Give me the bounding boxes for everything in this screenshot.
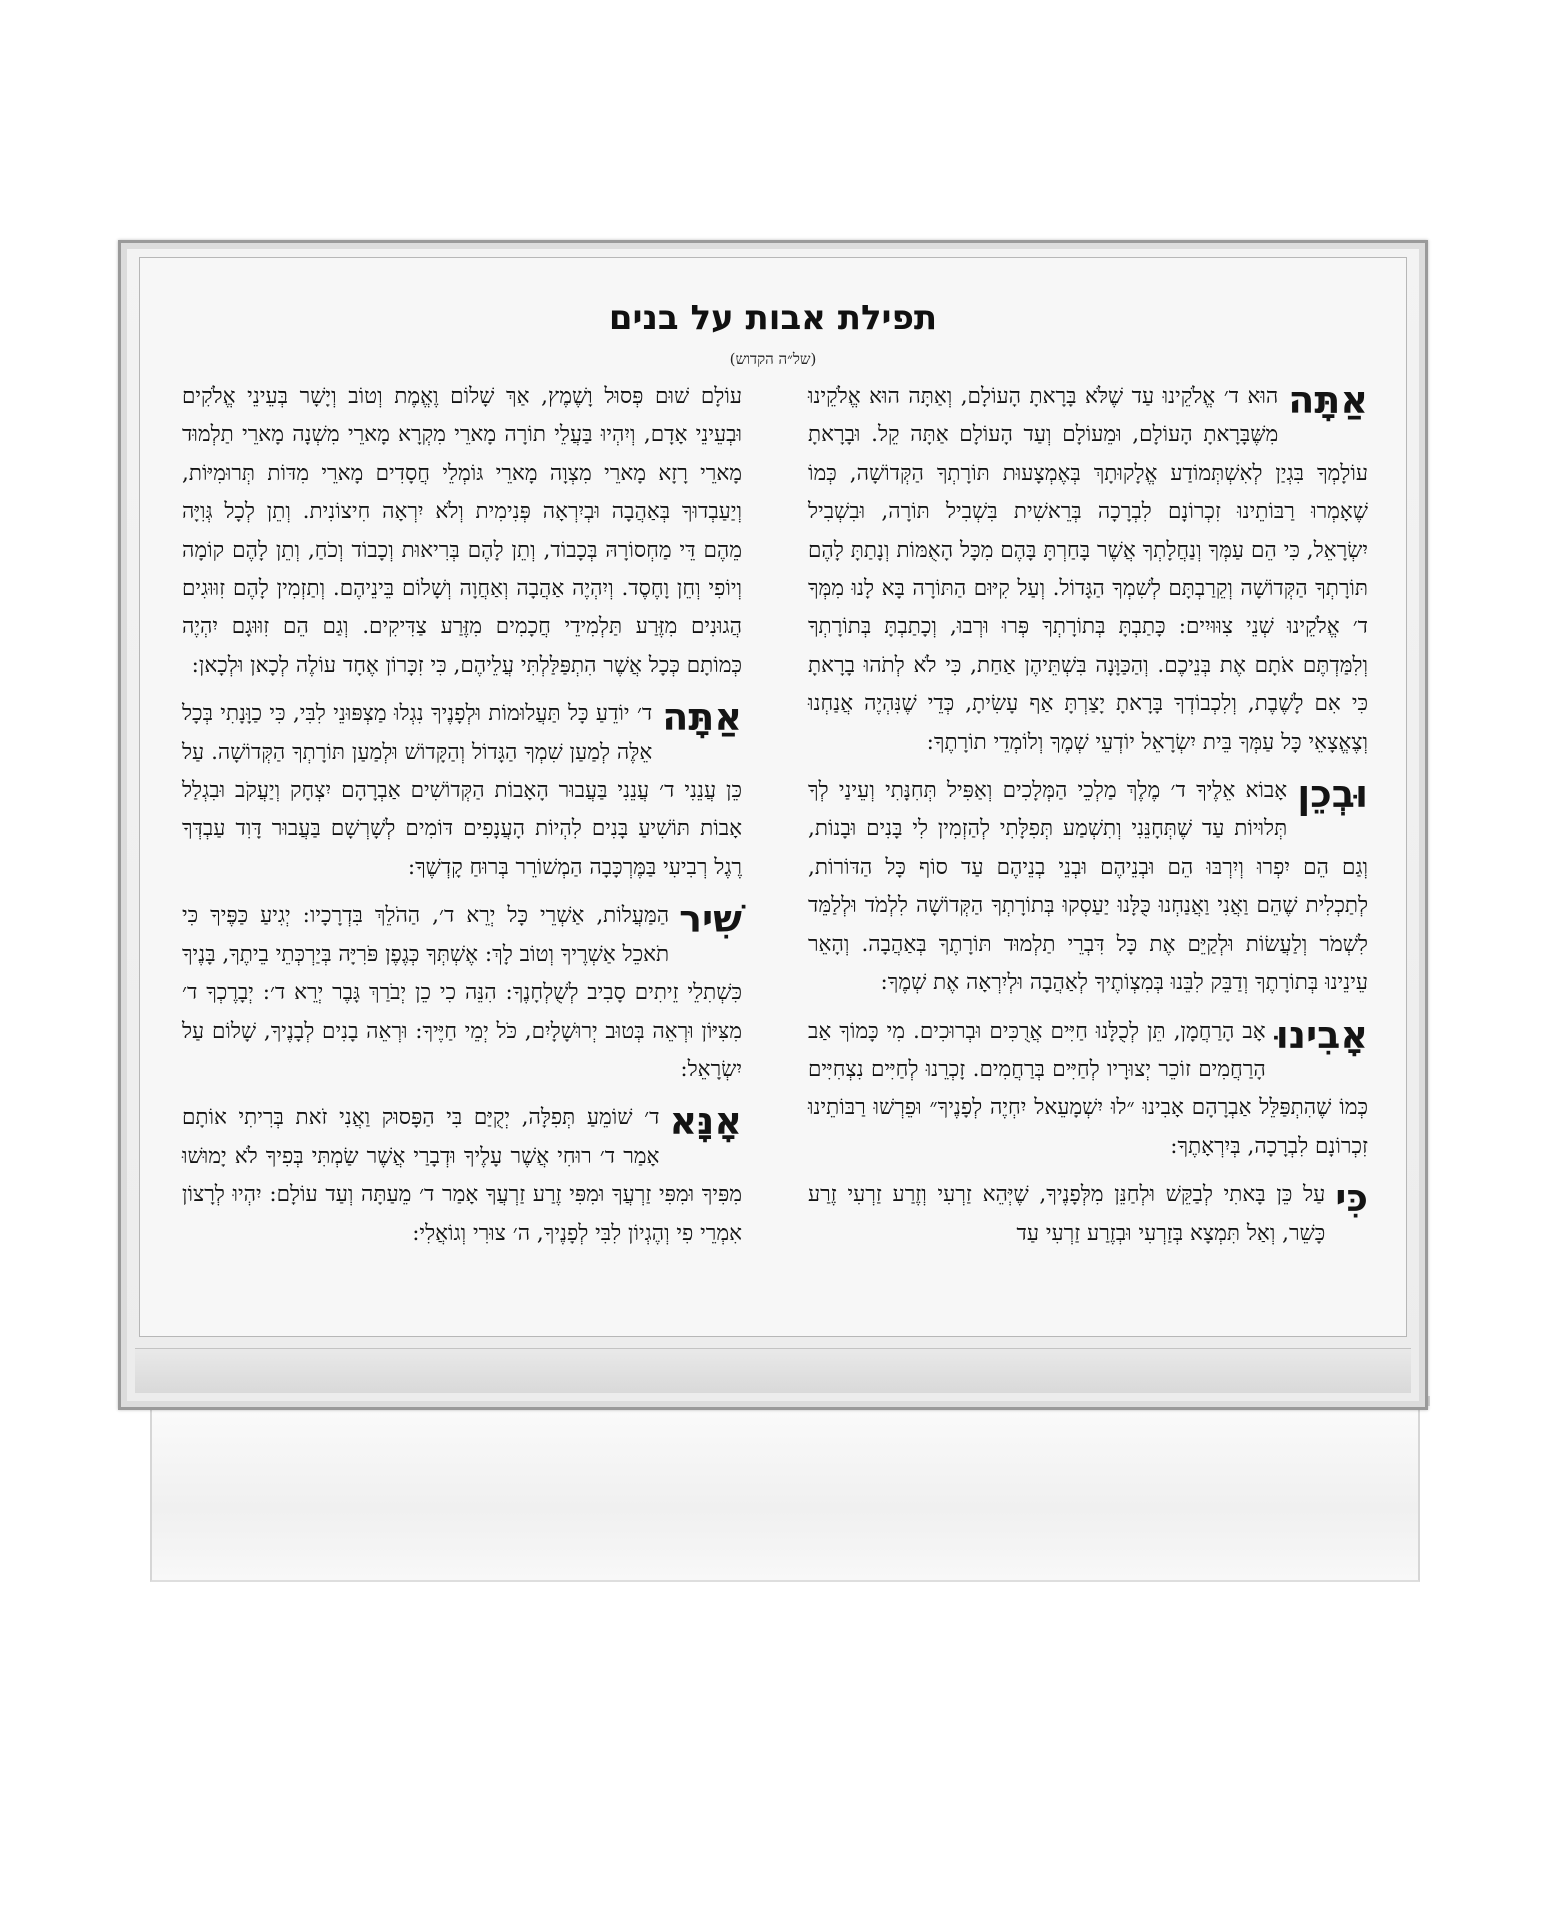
paragraph-text: הַמַּעֲלוֹת, אַשְׁרֵי כָּל יְרֵא ד׳, הַהֹלֵךְ בִּדְרָכָיו: יְגִיעַ כַּפֶּיךָ כִּי תֹאכֵל אַשְׁרֶיךָ וְטוֹב לָךְ: אֶשְׁתְּךָ כְּגֶפֶן פֹּרִיָּה בְּיַרְכְּתֵי בֵיתֶךָ, בָּנֶיךָ כִּשְׁתִלֵי זֵיתִים סָבִיב לְשֻׁלְחָנֶךָ: הִנֵּה כִי כֵן יְבֹרַךְ גָּבֶר יְרֵא ד׳: יְבָרֶכְךָ ד׳ מִצִּיּוֹן וּרְאֵה בְּטוּב יְרוּשָׁלָיִם, כֹּל יְמֵי חַיֶּיךָ: וּרְאֵה בָנִים לְבָנֶיךָ, שָׁלוֹם עַל יִשְׂרָאֵל: — [182, 903, 742, 1082]
paragraph-lead-word: כִּי — [1335, 1176, 1368, 1221]
paragraph-text: ד׳ שׁוֹמֵעַ תְּפִלָּה, יְקֻיַּם בִּי הַפָּסוּק וַאֲנִי זֹאת בְּרִיתִי אוֹתָם אָמַר ד׳ רוּחִי אֲשֶׁר עָלֶיךָ וּדְבָרַי אֲשֶׁר שַׂמְתִּי בְּפִיךָ לֹא יָמוּשׁוּ מִפִּיךָ וּמִפִּי זַרְעֲךָ וּמִפִּי זֶרַע זַרְעֲךָ אָמַר ד׳ מֵעַתָּה וְעַד עוֹלָם: יִהְיוּ לְרָצוֹן אִמְרֵי פִי וְהֶגְיוֹן לִבִּי לְפָנֶיךָ, ה׳ צוּרִי וְגוֹאֲלִי: — [182, 1105, 742, 1246]
paragraph-lead-word: אַתָּה — [662, 695, 742, 740]
left-column — [182, 378, 742, 1263]
prayer-title: תפילת אבות על בנים — [608, 298, 938, 338]
paragraph — [808, 772, 1368, 1002]
paragraph-text: אָב הָרַחֲמָן, תֵּן לְכֻלָּנוּ חַיִּים אֲרֻכִּים וּבְרוּכִים. מִי כָּמוֹךָ אַב הָרַחֲמִים זוֹכֵר יְצוּרָיו לְחַיִּים בְּרַחֲמִים. זָכְרֵנוּ לְחַיִּים נִצְחִיִּים כְּמוֹ שֶׁהִתְפַּלֵּל אַבְרָהָם אָבִינוּ ״לוּ יִשְׁמָעֵאל יִחְיֶה לְפָנֶיךָ״ וּפֵרְשׁוּ רַבּוֹתֵינוּ זִכְרוֹנָם לִבְרָכָה, בְּיִרְאָתֶךָ: — [808, 1018, 1368, 1159]
acrylic-stand-base — [150, 1402, 1420, 1582]
right-column — [808, 378, 1368, 1263]
paragraph-lead-word: וּבְכֵן — [1297, 772, 1368, 817]
paragraph — [808, 1013, 1368, 1167]
paragraph-text: עוֹלָם שׁוּם פְּסוּל וָשֶׁמֶץ, אַךְ שָׁלוֹם וֶאֱמֶת וְטוֹב וְיָשָׁר בְּעֵינֵי אֱלֹקִים וּבְעֵינֵי אָדָם, וְיִהְיוּ בַּעֲלֵי תוֹרָה מָארֵי מִקְרָא מָארֵי מִשְׁנָה מָארֵי תַלְמוּד מָארֵי רָזָא מָארֵי מִצְוָה מָארֵי גּוֹמְלֵי חֲסָדִים מָארֵי מִדּוֹת תְּרוּמִיּוֹת, וְיַעַבְדוּךָ בְּאַהֲבָה וּבְיִרְאָה פְּנִימִית וְלֹא יִרְאָה חִיצוֹנִית. וְתֵן לְכָל גְּוִיָּה מֵהֶם דֵּי מַחְסוֹרָהּ בְּכָבוֹד, וְתֵן לָהֶם בְּרִיאוּת וְכָבוֹד וְכֹחַ, וְתֵן לָהֶם קוֹמָה וְיוֹפִי וְחֵן וָחֶסֶד. וְיִהְיֶה אַהֲבָה וְאַחֲוָה וְשָׁלוֹם בֵּינֵיהֶם. וְתַזְמִין לָהֶם זִוּוּגִים הֲגוּנִים מִזֶּרַע תַּלְמִידֵי חֲכָמִים מִזֶּרַע צַדִּיקִים. וְגַם הֵם זִוּוּגָם יִהְיֶה כְּמוֹתָם כְּכָל אֲשֶׁר הִתְפַּלַּלְתִּי עֲלֵיהֶם, כִּי זִכָּרוֹן אֶחָד עוֹלֶה לְכָאן וּלְכָאן: — [182, 384, 742, 678]
paragraph-lead-word: אָנָּא — [669, 1099, 742, 1144]
paragraph — [808, 1176, 1368, 1253]
paragraph-lead-word: אָבִינוּ — [1275, 1012, 1368, 1057]
paragraph-lead-word: אַתָּה — [1288, 378, 1368, 422]
paragraph — [182, 1099, 742, 1253]
prayer-sheet — [139, 257, 1407, 1337]
acrylic-frame — [118, 240, 1428, 1410]
paragraph — [182, 897, 742, 1089]
prayer-subtitle: (של״ה הקדוש) — [729, 350, 817, 368]
paragraph — [182, 695, 742, 887]
paragraph-text: ד׳ יוֹדֵעַ כָּל תַּעֲלוּמוֹת וּלְפָנֶיךָ נִגְלוּ מַצְפּוּנֵי לִבִּי, כִּי כַוָּנָתִי בְּכָל אֵלֶּה לְמַעַן שִׁמְךָ הַגָּדוֹל וְהַקָּדוֹשׁ וּלְמַעַן תּוֹרָתְךָ הַקְּדוֹשָׁה. עַל כֵּן עֲנֵנִי ד׳ עֲנֵנִי בַּעֲבוּר הָאָבוֹת הַקְּדוֹשִׁים אַבְרָהָם יִצְחָק וְיַעֲקֹב וּבִגְלַל אָבוֹת תּוֹשִׁיעַ בָּנִים לִהְיוֹת הָעֲנָפִים דּוֹמִים לְשָׁרְשָׁם בַּעֲבוּר דָּוִד עַבְדְּךָ רֶגֶל רְבִיעִי בַּמֶּרְכָּבָה הַמְשׁוֹרֵר בְּרוּחַ קָדְשֶׁךָ: — [182, 701, 742, 880]
paragraph-text: עַל כֵּן בָּאתִי לְבַקֵּשׁ וּלְחַנֵּן מִלְּפָנֶיךָ, שֶׁיְּהֵא זַרְעִי וְזֶרַע זַרְעִי זֶרַע כָּשֵׁר, וְאַל תִּמְצָא בְּזַרְעִי וּבְזֶרַע זַרְעִי עַד — [808, 1182, 1326, 1246]
paragraph-text: אָבוֹא אֵלֶיךָ ד׳ מֶלֶךְ מַלְכֵי הַמְּלָכִים וְאַפִּיל תְּחִנָּתִי וְעֵינַי לְךָ תְּלוּיוֹת עַד שֶׁתְּחָנֵּנִי וְתִשְׁמַע תְּפִלָּתִי לְהַזְמִין לִי בָּנִים וּבָנוֹת, וְגַם הֵם יִפְרוּ וְיִרְבּוּ הֵם וּבְנֵיהֶם וּבְנֵי בְנֵיהֶם עַד סוֹף כָּל הַדּוֹרוֹת, לְתַכְלִית שֶׁהֵם וַאֲנִי וַאֲנַחְנוּ כֻּלָּנוּ יַעַסְקוּ בְּתוֹרָתְךָ הַקְּדוֹשָׁה לִלְמֹד וּלְלַמֵּד לִשְׁמֹר וְלַעֲשׂוֹת וּלְקַיֵּם אֶת כָּל דִּבְרֵי תַלְמוּד תּוֹרָתֶךָ בְּאַהֲבָה. וְהָאֵר עֵינֵינוּ בְּתוֹרָתֶךָ וְדַבֵּק לִבֵּנוּ בְּמִצְוֹתֶיךָ לְאַהֲבָה וּלְיִרְאָה אֶת שְׁמֶךָ: — [808, 778, 1368, 996]
paragraph-text: הוּא ד׳ אֱלֹקֵינוּ עַד שֶׁלֹּא בָּרָאתָ הָעוֹלָם, וְאַתָּה הוּא אֱלֹקֵינוּ מִשֶּׁבָּרָאתָ הָעוֹלָם, וּמֵעוֹלָם וְעַד הָעוֹלָם אַתָּה קֵל. וּבָרָאתָ עוֹלָמְךָ בִּגְיַן לְאִשְׁתְּמוֹדַע אֱלָקוּתָךְ בְּאֶמְצָעוּת תּוֹרָתְךָ הַקְּדוֹשָׁה, כְּמוֹ שֶׁאָמְרוּ רַבּוֹתֵינוּ זִכְרוֹנָם לִבְרָכָה בְּרֵאשִׁית בִּשְׁבִיל תּוֹרָה, וּבִשְׁבִיל יִשְׂרָאֵל, כִּי הֵם עַמְּךָ וְנַחֲלָתְךָ אֲשֶׁר בָּחַרְתָּ בָּהֶם מִכָּל הָאֻמּוֹת וְנָתַתָּ לָהֶם תּוֹרָתְךָ הַקְּדוֹשָׁה וְקֵרַבְתָּם לְשִׁמְךָ הַגָּדוֹל. וְעַל קִיּוּם הַתּוֹרָה בָּא לָנוּ מִמְּךָ ד׳ אֱלֹקֵינוּ שְׁנֵי צִוּוּיִים: כָּתַבְתָּ בְּתוֹרָתְךָ פְּרוּ וּרְבוּ, וְכָתַבְתָּ בְּתוֹרָתְךָ וְלִמַּדְתֶּם אֹתָם אֶת בְּנֵיכֶם. וְהַכַּוָּנָה בִּשְׁתֵּיהֶן אַחַת, כִּי לֹא לְתֹהוּ בָרָאתָ כִּי אִם לָשֶׁבֶת, וְלִכְבוֹדְךָ בָּרָאתָ יָצַרְתָּ אַף עָשִׂיתָ, כְּדֵי שֶׁנִּהְיֶה אֲנַחְנוּ וְצֶאֱצָאֵי כָּל עַמְּךָ בֵּית יִשְׂרָאֵל יוֹדְעֵי שְׁמֶךָ וְלוֹמְדֵי תוֹרָתֶךָ: — [808, 384, 1368, 755]
paragraph — [182, 378, 742, 685]
paragraph-lead-word: שִׁיר — [679, 897, 742, 942]
paragraph — [808, 378, 1368, 762]
frame-bottom-strip — [135, 1348, 1411, 1393]
